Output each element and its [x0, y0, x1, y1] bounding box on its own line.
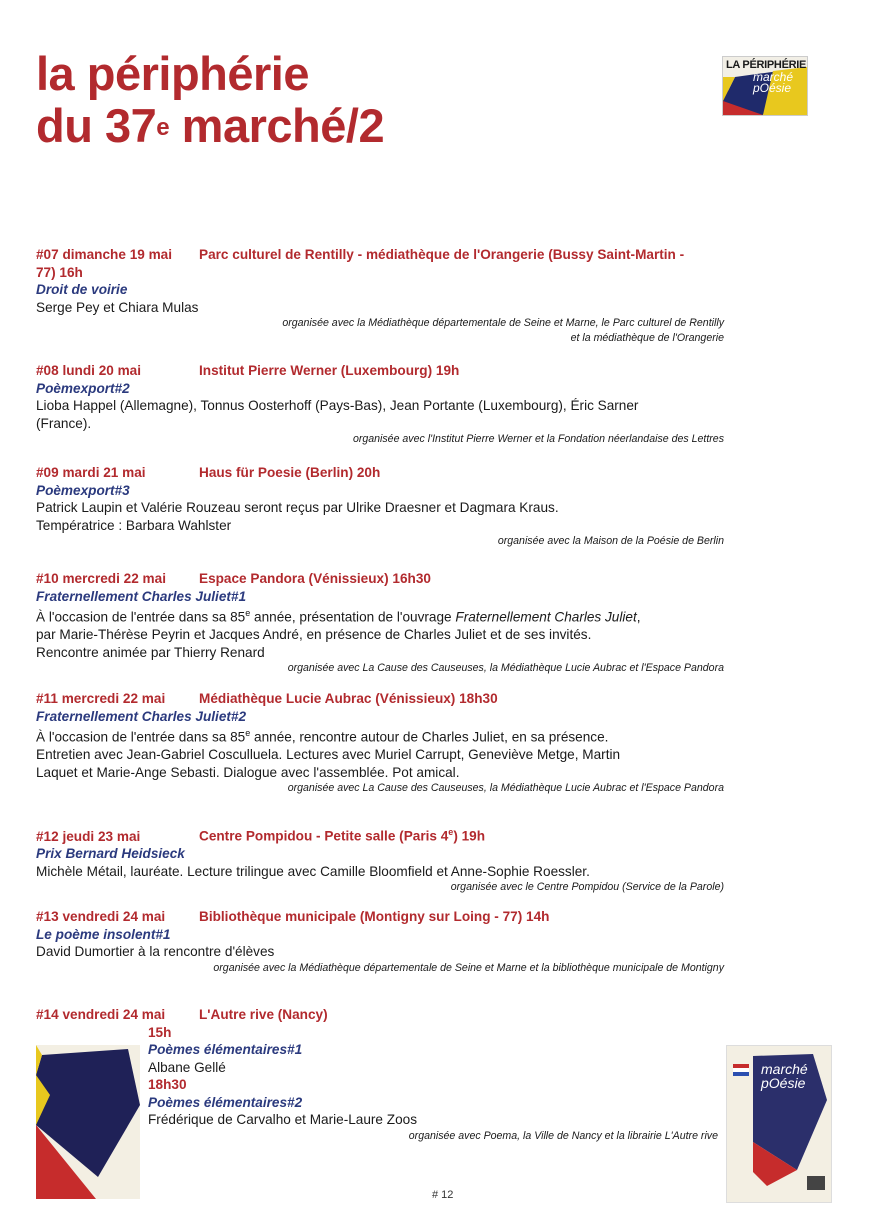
event-title: Le poème insolent#1 [36, 926, 171, 942]
organiser-line-1: organisée avec la Médiathèque départementale de Seine et Marne, le Parc culturel de Rentilly [282, 317, 724, 329]
event-date: #09 mardi 21 mai [36, 465, 146, 480]
event-header [36, 246, 736, 264]
event-header [36, 690, 736, 708]
event-venue: Haus für Poesie (Berlin) 20h [199, 465, 381, 480]
body-text: À l'occasion de l'entrée dans sa 85 [36, 609, 246, 625]
event-header [36, 362, 736, 380]
venue-sup: e [448, 827, 454, 837]
event-organiser [36, 316, 724, 346]
event-09 [36, 464, 736, 549]
body-line-1: Lioba Happel (Allemagne), Tonnus Oosterhoff (Pays-Bas), Jean Portante (Luxembourg), Éric Sarner [36, 398, 639, 413]
event-organiser: organisée avec La Cause des Causeuses, la Médiathèque Lucie Aubrac et l'Espace Pandora [287, 782, 724, 795]
event-body: Michèle Métail, lauréate. Lecture trilingue avec Camille Bloomfield et Anne-Sophie Roessler. [36, 863, 590, 879]
event-organiser: organisée avec Poema, la Ville de Nancy et la librairie L'Autre rive [408, 1129, 718, 1142]
session-title: Poèmes élémentaires#1 [148, 1042, 303, 1057]
body-sup: e [245, 728, 251, 738]
organiser-line-2: et la médiathèque de l'Orangerie [570, 332, 724, 344]
page-number: # 12 [432, 1189, 454, 1201]
event-header [36, 1006, 736, 1024]
event-08 [36, 362, 736, 447]
event-venue: Espace Pandora (Vénissieux) 16h30 [199, 571, 431, 586]
event-11 [36, 690, 736, 796]
event-venue: Bibliothèque municipale (Montigny sur Loing - 77) 14h [199, 909, 550, 924]
event-venue-cont: 77) 16h [36, 264, 83, 280]
body-line-3: Rencontre animée par Thierry Renard [36, 644, 265, 660]
event-title: Fraternellement Charles Juliet#1 [36, 588, 247, 604]
body-line-2: Températrice : Barbara Wahlster [36, 517, 232, 533]
poster-title [761, 1062, 808, 1090]
body-text: année, présentation de l'ouvrage [250, 609, 456, 625]
event-title: Poèmexport#3 [36, 482, 130, 498]
event-10 [36, 570, 736, 676]
body-line-2: (France). [36, 415, 92, 431]
book-title: Fraternellement Charles Juliet [455, 609, 637, 625]
event-14 [36, 1006, 736, 1144]
body-sup: e [245, 608, 251, 618]
body-text: , [636, 609, 641, 625]
body-line-3: Laquet et Marie-Ange Sebasti. Dialogue avec l'assemblée. Pot amical. [36, 764, 460, 780]
event-date: #12 jeudi 23 mai [36, 828, 141, 844]
event-body: David Dumortier à la rencontre d'élèves [36, 944, 275, 959]
event-date: #14 vendredi 24 mai [36, 1007, 166, 1022]
event-header [36, 824, 736, 845]
event-date: #07 dimanche 19 mai [36, 247, 173, 262]
poster-title-1: marché [761, 1061, 808, 1077]
event-date: #10 mercredi 22 mai [36, 571, 166, 586]
event-venue: Médiathèque Lucie Aubrac (Vénissieux) 18h30 [199, 691, 498, 706]
event-date: #08 lundi 20 mai [36, 363, 142, 378]
poster-title-2: pOésie [761, 1075, 806, 1091]
logo-title: LA PÉRIPHÉRIE [726, 59, 807, 71]
event-venue: Parc culturel de Rentilly - médiathèque de l'Orangerie (Bussy Saint-Martin - [199, 247, 685, 262]
body-text: À l'occasion de l'entrée dans sa 85 [36, 729, 246, 745]
event-body [36, 605, 736, 661]
logo-subtitle-1: marché [753, 70, 794, 84]
event-body [36, 725, 736, 781]
logo-subtitle [753, 72, 793, 94]
event-07 [36, 246, 736, 346]
event-organiser: organisée avec la Maison de la Poésie de Berlin [497, 535, 724, 547]
event-venue-post: ) 19h [453, 828, 486, 844]
event-title: Fraternellement Charles Juliet#2 [36, 708, 247, 724]
event-body [36, 397, 736, 432]
event-header [36, 464, 736, 482]
body-line-2: par Marie-Thérèse Peyrin et Jacques André, en présence de Charles Juliet et de ses invités. [36, 627, 592, 643]
poster-thumbnail-right [726, 1045, 832, 1203]
event-venue: Centre Pompidou - Petite salle (Paris 4 [199, 828, 449, 844]
session-body: Albane Gellé [148, 1059, 226, 1075]
event-date: #11 mercredi 22 mai [36, 691, 166, 706]
body-line-1: Patrick Laupin et Valérie Rouzeau seront reçus par Ulrike Draesner et Dagmara Kraus. [36, 500, 559, 515]
event-body [36, 499, 736, 534]
event-title: Prix Bernard Heidsieck [36, 846, 185, 862]
poster-artwork [36, 1045, 140, 1199]
event-organiser: organisée avec La Cause des Causeuses, la Médiathèque Lucie Aubrac et l'Espace Pandora [287, 662, 724, 675]
title-line-2-post: marché/2 [169, 99, 385, 152]
page-title [36, 48, 384, 152]
event-organiser: organisée avec la Médiathèque départementale de Seine et Marne et la bibliothèque municipale de Montigny [213, 961, 724, 974]
session-body: Frédérique de Carvalho et Marie-Laure Zoos [148, 1112, 417, 1127]
event-organiser: organisée avec le Centre Pompidou (Service de la Parole) [450, 881, 724, 894]
event-venue: L'Autre rive (Nancy) [199, 1007, 328, 1022]
event-organiser: organisée avec l'Institut Pierre Werner et la Fondation néerlandaise des Lettres [352, 433, 724, 445]
event-header [36, 908, 736, 926]
event-12 [36, 824, 736, 895]
session-time: 15h [148, 1024, 172, 1040]
body-line-2: Entretien avec Jean-Gabriel Cosculluela. Lectures avec Muriel Carrupt, Geneviève Metge, Martin [36, 747, 621, 763]
session-time: 18h30 [148, 1077, 187, 1092]
title-line-2-sup: e [156, 114, 170, 141]
event-header [36, 570, 736, 588]
session-title: Poèmes élémentaires#2 [148, 1094, 303, 1110]
event-title: Droit de voirie [36, 282, 128, 297]
event-body: Serge Pey et Chiara Mulas [36, 299, 199, 315]
title-line-2-pre: du 37 [36, 99, 157, 152]
poster-thumbnail-left [36, 1045, 140, 1199]
logo-subtitle-2: pOésie [753, 81, 792, 95]
body-text: année, rencontre autour de Charles Juliet, en sa présence. [250, 729, 609, 745]
title-line-1: la périphérie [36, 47, 309, 100]
event-title: Poèmexport#2 [36, 380, 130, 396]
event-13 [36, 908, 736, 976]
event-date: #13 vendredi 24 mai [36, 909, 166, 924]
peripherie-logo [722, 56, 808, 116]
event-venue: Institut Pierre Werner (Luxembourg) 19h [199, 363, 460, 378]
